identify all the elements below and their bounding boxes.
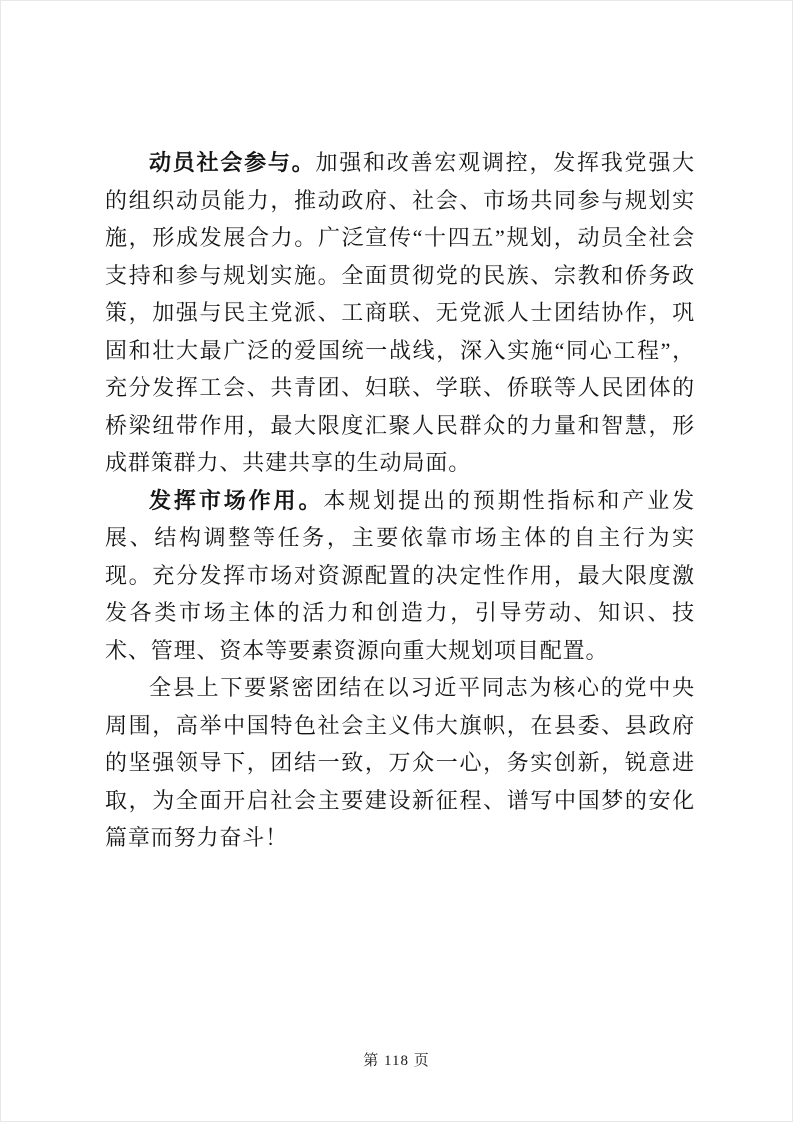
paragraph-text: 本规划提出的预期性指标和产业发展、结构调整等任务，主要依靠市场主体的自主行为实现。充分发挥市场对资源配置的决定性作用，最大限度激发各类市场主体的活力和创造力，引导劳动、知识、技术、管理、资本等要素资源向重大规划项目配置。	[105, 487, 695, 663]
paragraph-text: 全县上下要紧密团结在以习近平同志为核心的党中央周围，高举中国特色社会主义伟大旗帜，在县委、县政府的坚强领导下，团结一致，万众一心，务实创新，锐意进取，为全面开启社会主要建设新征程、谱写中国梦的安化篇章而努力奋斗！	[105, 675, 695, 850]
paragraph-market-role	[105, 482, 695, 670]
page-number: 第 118 页	[363, 1053, 430, 1069]
document-body	[105, 144, 695, 857]
paragraph-text: 加强和改善宏观调控，发挥我党强大的组织动员能力，推动政府、社会、市场共同参与规划实施，形成发展合力。广泛宣传“十四五”规划，动员全社会支持和参与规划实施。全面贯彻党的民族、宗教和侨务政策，加强与民主党派、工商联、无党派人士团结协作，巩固和壮大最广泛的爱国统一战线，深入实施“同心工程”，充分发挥工会、共青团、妇联、学联、侨联等人民团体的桥梁纽带作用，最大限度汇聚人民群众的力量和智慧，形成群策群力、共建共享的生动局面。	[105, 150, 695, 475]
page-footer	[1, 1049, 792, 1070]
paragraph-lead: 发挥市场作用。	[149, 487, 324, 513]
paragraph-lead: 动员社会参与。	[149, 150, 316, 175]
paragraph-mobilize-social-participation	[105, 144, 695, 482]
paragraph-closing-appeal	[105, 669, 695, 857]
